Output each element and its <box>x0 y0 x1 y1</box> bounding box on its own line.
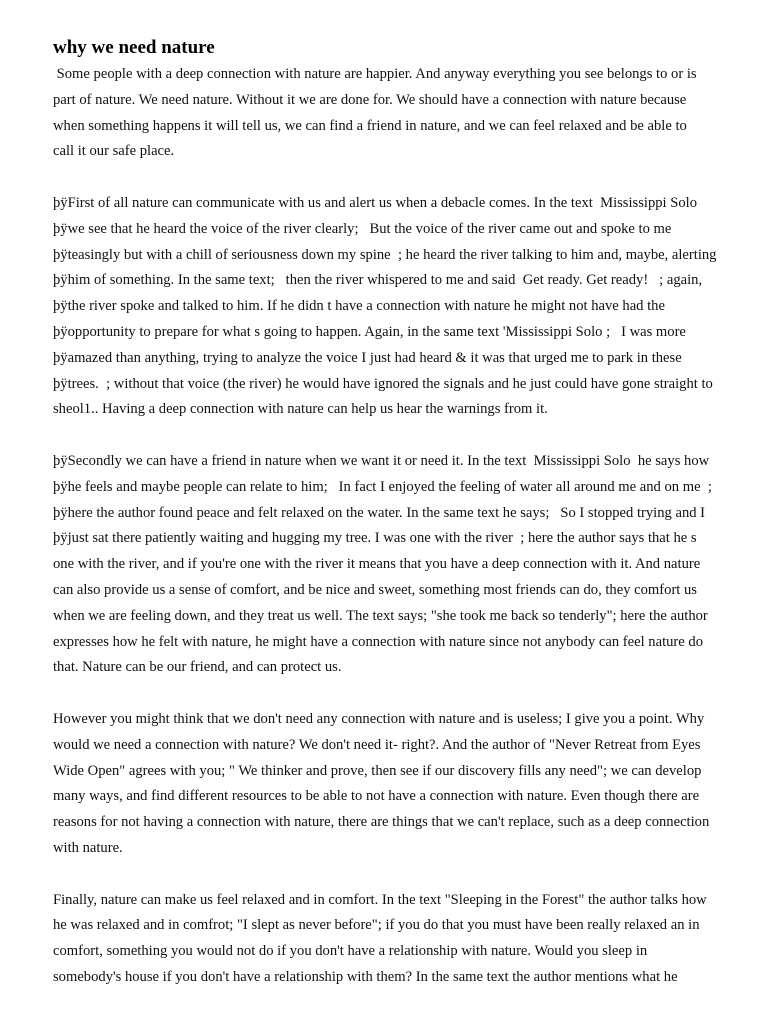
text-line: sheol1.. Having a deep connection with nature can help us hear the warnings from it. <box>53 401 548 418</box>
text-line: þÿwe see that he heard the voice of the river clearly; But the voice of the river came out and spoke to me <box>53 220 672 237</box>
text-line: þÿthe river spoke and talked to him. If he didn t have a connection with nature he might not have had the <box>53 298 665 315</box>
paragraph-spacer <box>53 165 743 191</box>
text-line: he was relaxed and in comfrot; "I slept as never before"; if you do that you must have been really relaxed an in <box>53 917 700 934</box>
text-line: would we need a connection with nature? We don't need it- right?. And the author of "Never Retreat from Eyes <box>53 736 701 753</box>
text-line: Wide Open" agrees with you; " We thinker and prove, then see if our discovery fills any need"; we can develop <box>53 762 702 779</box>
text-line: call it our safe place. <box>53 143 175 160</box>
text-line: expresses how he felt with nature, he might have a connection with nature since not anybody can feel nature do <box>53 633 704 650</box>
text-line: somebody's house if you don't have a relationship with them? In the same text the author mentions what he <box>53 968 678 985</box>
document-page <box>53 36 743 991</box>
paragraph-finally <box>53 888 743 991</box>
text-line: when something happens it will tell us, we can find a friend in nature, and we can feel relaxed and be able to <box>53 117 687 134</box>
text-line: Some people with a deep connection with nature are happier. And anyway everything you see belongs to or is <box>53 66 697 82</box>
text-line: þÿhere the author found peace and felt relaxed on the water. In the same text he says; So I stopped trying and I <box>53 504 706 521</box>
text-line: þÿjust sat there patiently waiting and hugging my tree. I was one with the river ; here the author says that he s <box>53 530 697 547</box>
text-line: reasons for not having a connection with nature, there are things that we can't replace, such as a deep connection <box>53 814 710 831</box>
document-title: why we need nature <box>53 37 215 58</box>
text-line: þÿhe feels and maybe people can relate to him; In fact I enjoyed the feeling of water all around me and on me ; <box>53 478 712 495</box>
paragraph-first <box>53 191 743 423</box>
text-line: þÿopportunity to prepare for what s going to happen. Again, in the same text 'Mississippi Solo ; I was more <box>53 323 686 340</box>
text-line: þÿtrees. ; without that voice (the river) he would have ignored the signals and he just could have gone straight to <box>53 375 713 392</box>
text-line: can also provide us a sense of comfort, and be nice and sweet, something most friends can do, they comfort us <box>53 581 697 598</box>
paragraph-spacer <box>53 862 743 888</box>
paragraph-second <box>53 449 743 681</box>
text-line: However you might think that we don't need any connection with nature and is useless; I give you a point. Why <box>53 710 705 727</box>
paragraph-intro <box>53 62 743 165</box>
text-line: þÿFirst of all nature can communicate with us and alert us when a debacle comes. In the text Mississippi Solo <box>53 194 698 211</box>
text-line: part of nature. We need nature. Without it we are done for. We should have a connection with nature because <box>53 91 687 108</box>
paragraph-spacer <box>53 423 743 449</box>
text-line: one with the river, and if you're one with the river it means that you have a deep connection with it. And nature <box>53 556 701 573</box>
text-line: when we are feeling down, and they treat us well. The text says; "she took me back so tenderly"; here the author <box>53 607 708 624</box>
paragraph-spacer <box>53 681 743 707</box>
text-line: comfort, something you would not do if you don't have a relationship with nature. Would you sleep in <box>53 943 648 960</box>
text-line: many ways, and find different resources to be able to not have a connection with nature. Even though there are <box>53 788 700 805</box>
text-line: þÿSecondly we can have a friend in nature when we want it or need it. In the text Mississippi Solo he says how <box>53 452 710 469</box>
paragraph-counterargument <box>53 707 743 862</box>
text-line: þÿteasingly but with a chill of seriousness down my spine ; he heard the river talking to him and, maybe, alerting <box>53 246 717 263</box>
text-line: þÿamazed than anything, trying to analyze the voice I just had heard & it was that urged me to park in these <box>53 349 682 366</box>
text-line: þÿhim of something. In the same text; then the river whispered to me and said Get ready. Get ready! ; again, <box>53 272 703 289</box>
text-line: with nature. <box>53 839 123 856</box>
text-line: that. Nature can be our friend, and can protect us. <box>53 659 342 676</box>
text-line: Finally, nature can make us feel relaxed and in comfort. In the text "Sleeping in the Forest" the author talks how <box>53 891 707 908</box>
